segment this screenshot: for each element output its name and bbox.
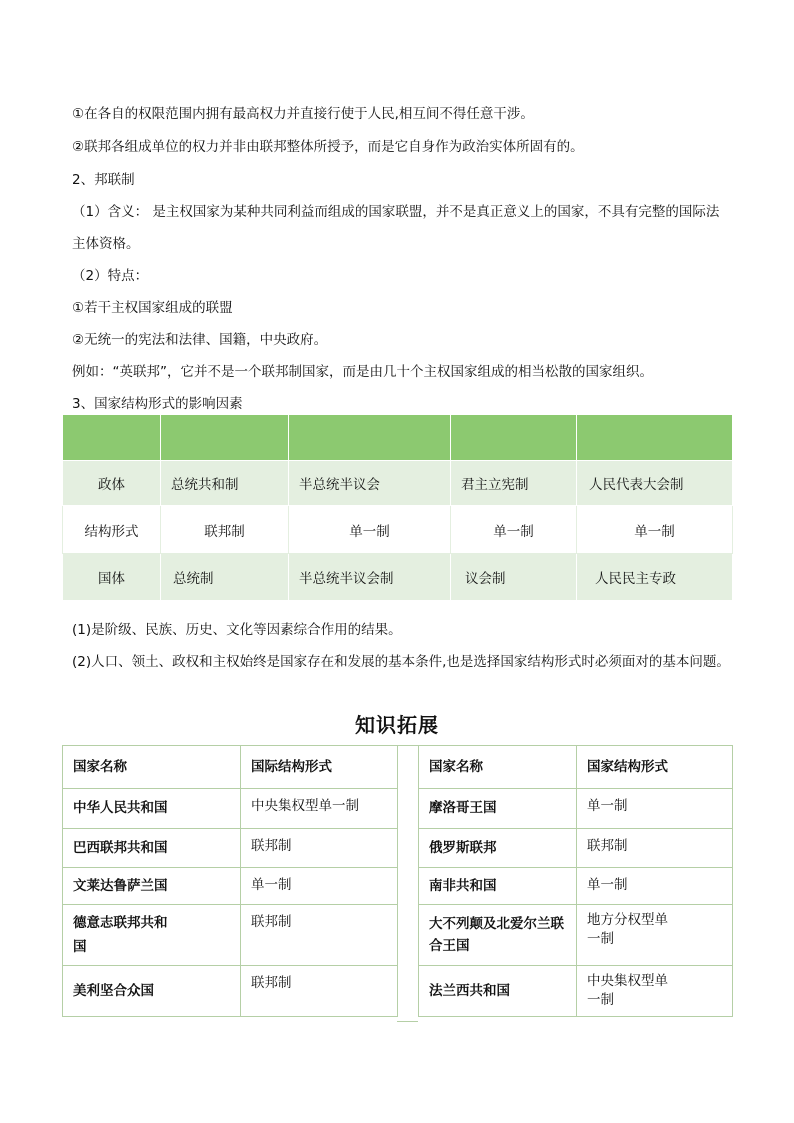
factor-header-cell [289, 415, 451, 461]
country-name-header: 国家名称 [419, 746, 577, 789]
structure-form-header: 国际结构形式 [241, 746, 398, 789]
table-row [419, 966, 733, 1017]
paragraph-feature-1: ①若干主权国家组成的联盟 [72, 300, 233, 316]
factor-cell: 半总统半议会 [289, 461, 451, 506]
country-table-header-row [63, 746, 398, 789]
factor-header-cell [161, 415, 289, 461]
paragraph-example: 例如：“英联邦”，它并不是一个联邦制国家，而是由几十个主权国家组成的相当松散的国家组织。 [72, 364, 653, 380]
factor-header-cell [63, 415, 161, 461]
country-name: 法兰西共和国 [419, 966, 577, 1017]
structure-form: 联邦制 [241, 829, 398, 868]
paragraph-federal-power-2: ②联邦各组成单位的权力并非由联邦整体所授予，而是它自身作为政治实体所固有的。 [72, 139, 584, 155]
structure-form: 中央集权型单一制 [577, 966, 733, 1017]
factor-cell: 人民民主专政 [577, 554, 733, 601]
country-table-left [62, 745, 398, 1017]
table-gap [397, 745, 418, 1022]
factor-row-label: 结构形式 [63, 506, 161, 554]
country-name-header: 国家名称 [63, 746, 241, 789]
paragraph-federal-power-1: ①在各自的权限范围内拥有最高权力并直接行使于人民,相互间不得任意干涉。 [72, 106, 534, 122]
paragraph-features-heading: （2）特点： [72, 268, 149, 284]
table-row [419, 868, 733, 905]
table-row [63, 868, 398, 905]
country-name: 南非共和国 [419, 868, 577, 905]
factor-row-structure [63, 506, 733, 554]
country-name: 德意志联邦共和国 [63, 905, 241, 966]
factor-row-label: 政体 [63, 461, 161, 506]
factor-cell: 总统共和制 [161, 461, 289, 506]
factor-row-regime [63, 461, 733, 506]
table-row [63, 789, 398, 829]
structure-form: 中央集权型单一制 [241, 789, 398, 829]
factor-cell: 单一制 [577, 506, 733, 554]
heading-confederation: 2、邦联制 [72, 172, 135, 188]
table-row [63, 905, 398, 966]
table-row [63, 966, 398, 1017]
factor-header-cell [577, 415, 733, 461]
heading-influencing-factors: 3、国家结构形式的影响因素 [72, 396, 243, 412]
country-table-header-row [419, 746, 733, 789]
structure-form-header: 国家结构形式 [577, 746, 733, 789]
structure-form: 单一制 [241, 868, 398, 905]
structure-form: 联邦制 [241, 966, 398, 1017]
paragraph-factor-1: (1)是阶级、民族、历史、文化等因素综合作用的结果。 [72, 622, 402, 638]
table-row [419, 905, 733, 966]
structure-form: 联邦制 [577, 829, 733, 868]
country-table-right [418, 745, 733, 1017]
country-name: 大不列颠及北爱尔兰联合王国 [419, 905, 577, 966]
factor-table-header-row [63, 415, 733, 461]
table-row [419, 829, 733, 868]
factor-cell: 半总统半议会制 [289, 554, 451, 601]
table-row [63, 829, 398, 868]
factor-cell: 君主立宪制 [451, 461, 577, 506]
country-name: 中华人民共和国 [63, 789, 241, 829]
table-row [419, 789, 733, 829]
factor-cell: 议会制 [451, 554, 577, 601]
factor-table [62, 414, 733, 601]
paragraph-factor-2: (2)人口、领土、政权和主权始终是国家存在和发展的基本条件,也是选择国家结构形式时必须面对的基本问题。 [72, 654, 730, 670]
country-name: 文莱达鲁萨兰国 [63, 868, 241, 905]
structure-form: 联邦制 [241, 905, 398, 966]
country-name: 摩洛哥王国 [419, 789, 577, 829]
factor-row-label: 国体 [63, 554, 161, 601]
factor-cell: 人民代表大会制 [577, 461, 733, 506]
country-name: 美利坚合众国 [63, 966, 241, 1017]
structure-form: 单一制 [577, 868, 733, 905]
structure-form: 地方分权型单一制 [577, 905, 733, 966]
factor-cell: 联邦制 [161, 506, 289, 554]
factor-cell: 总统制 [161, 554, 289, 601]
factor-cell: 单一制 [289, 506, 451, 554]
paragraph-feature-2: ②无统一的宪法和法律、国籍，中央政府。 [72, 332, 328, 348]
country-name: 俄罗斯联邦 [419, 829, 577, 868]
factor-row-state-system [63, 554, 733, 601]
extension-title: 知识拓展 [355, 713, 439, 737]
factor-cell: 单一制 [451, 506, 577, 554]
factor-header-cell [451, 415, 577, 461]
paragraph-confederation-meaning: （1）含义： 是主权国家为某种共同利益而组成的国家联盟，并不是真正意义上的国家，不具有完整的国际法主体资格。 [72, 204, 720, 252]
country-name: 巴西联邦共和国 [63, 829, 241, 868]
structure-form: 单一制 [577, 789, 733, 829]
